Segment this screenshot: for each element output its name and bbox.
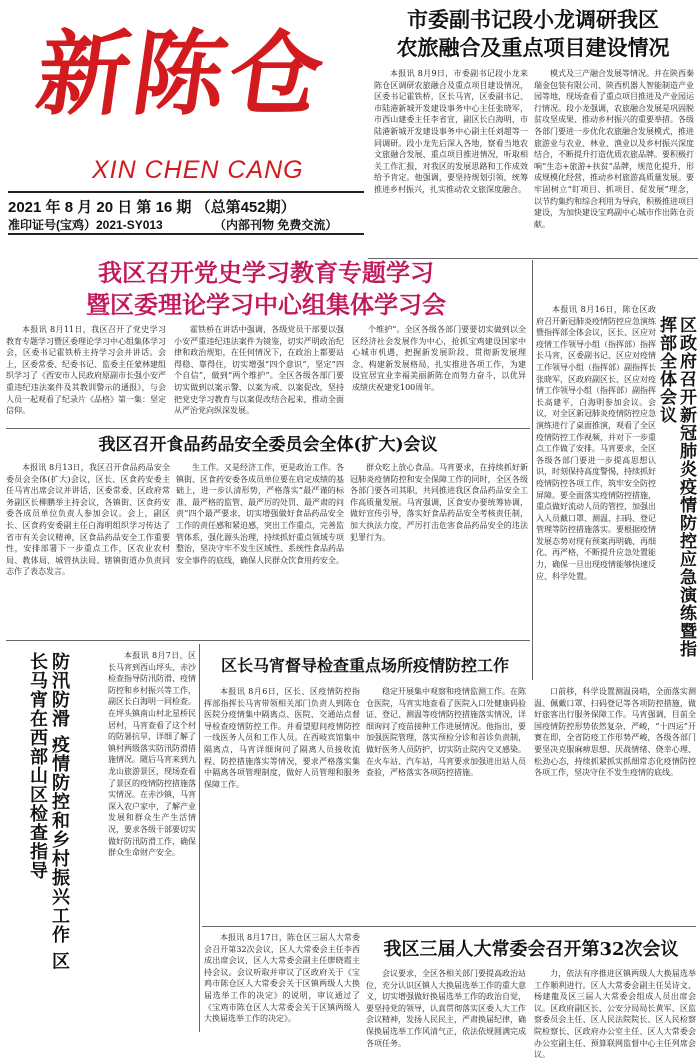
a3-headline: 区政府召开新冠肺炎疫情防控应急演练暨指挥部全体会议 — [656, 316, 696, 658]
a2-paragraph-2: 霍铁桥在讲话中强调，各级党员干部要以强小安严重违纪违法案件为镜鉴，切实严明政治纪律和政治规矩，在任何情况下，在政治上都要站得稳、靠得住，切实增强“四个意识”，坚定“四个自信”，做到“两个维护”。全区各级各部门要切实做到以案示警、以案为戒、以案促改，坚持把党史学习教育与以案促改结合起来，推动全面从严治党向纵深发展。 — [174, 325, 344, 416]
masthead-title: 新陈仓 — [30, 20, 334, 128]
a3-text-col1 — [536, 304, 656, 680]
a5-headline: 防汛防滑 疫情防控和乡村振兴工作 区长马宵在西部山区检查指导 — [27, 652, 70, 971]
a7-paragraph-3: 力，依法有序推进区镇两级人大换届选举工作顺利进行。区人大常委会副主任吴诗文、杨建龍及区三届人大常委会组成人员出席会议。区政府副区长、公安分局局长黄军、区监察委员会主任、区人民法院院长、区人民检察院检察长、区政府办公室主任、区人大常委会办公室副主任、预算联网监督中心主任列席会议。 — [534, 969, 696, 1060]
a4-headline: 我区召开食品药品安全委员会全体(扩大)会议 — [98, 435, 438, 455]
masthead-rule-top — [8, 191, 364, 193]
permit-number: 准印证号(宝鸡）2021-SY013 — [8, 218, 163, 232]
a2-paragraph-3: 个维护”。全区各级各部门要要切实做到以全区经济社会发展作为中心，抢抓宝鸡建设国家中心城市机遇，把握新发展阶段、贯彻新发展理念、构建新发展格局，扎实推进各项工作，为建设宜居宜业幸福美丽新陈仓而努力奋斗，以优异成绩庆祝建党100周年。 — [352, 325, 526, 392]
masthead-rule-bottom — [8, 233, 364, 235]
issue-date: 2021 年 8 月 20 日 第 16 期 （总第452期） — [8, 199, 296, 216]
a7-text-col1 — [204, 932, 360, 1032]
a2-text-col1 — [6, 324, 166, 424]
a3-paragraph-1: 本报讯 8月16日，陈仓区政府召开新冠肺炎疫情防控应急演练暨指挥部全体会议，区长、区应对疫情工作领导小组（指挥部）指挥长马宵，区委副书记、区应对疫情工作领导小组（指挥部）副指挥长张晓军，区政府副区长、区应对疫情工作领导小组（指挥部）副指挥长高建平，白海明参加会议。会议，对全区新冠肺炎疫情防控应急演练进行了桌面推演，观看了全区疫情防控工作视频，并对下一步重点工作做了安排。马宵要求，全区各级各部门要进一步提高思想认识，时刻保持高度警惕，持续抓好疫情防控各项工作，筑牢安全防控屏障。要全面落实疫情防控措施，重点做好流动人员的管控，加强出入人员戴口罩、测温、扫码、登记管理等防控措施落实。要根据疫情发展态势对现有预案再明确、再细化、再严格，不断提升应急处置能力，确保一旦出现疫情能够快速反应、科学处置。 — [536, 305, 656, 581]
a7-paragraph-2: 会议要求，全区各相关部门要提高政治站位，充分认识区镇人大换届选举工作的重大意义，切实增强做好换届选举工作的政治自觉，要坚持党的领导，认真贯彻落实区委人大工作会议精神，发扬人民民主，严肃换届纪律，确保换届选举工作风清气正，依法依规圆满完成各项任务。 — [366, 969, 526, 1048]
a4-paragraph-1: 本报讯 8月13日，我区召开食品药品安全委员会全体(扩大)会议，区长、区食药安委主任马宵出席会议并讲话，区委常委、区政府常务副区长柳鹏举主持会议，各镇街、区食药安委各成员单位负责人参加会议。会上，副区长、区食药安委副主任白海明组织学习传达了省市有关会议精神，区食品药品安全工作重要性，安排部署下一步重点工作，区农业农村局、教体局、城管执法局、辖镇街道办负责同志作了表态发言。 — [6, 463, 170, 577]
a5-text-col1 — [108, 650, 196, 1030]
a7-headline: 我区三届人大常委会召开第32次会议 — [383, 939, 679, 960]
masthead-pinyin: XIN CHEN CANG — [92, 156, 304, 184]
a2-text-col3 — [352, 324, 526, 424]
divider-a5-right — [199, 644, 200, 1032]
a6-paragraph-1: 本报讯 8月6日，区长、区疫情防控指挥部指挥长马宵带领相关部门负责人到陈仓医院分疫情集中隔离点、医院、交通站点督导检查疫情防控工作。并看望慰问疫情防控一线医务人员和工作人员。在西岐宾馆集中隔离点，马宵详细询问了隔离人员接收流程、防控措施落实等情况，要求严格落实集中隔离各项管理制度，做好人员管理和服务保障工作。 — [204, 687, 360, 789]
a4-text-col3 — [350, 462, 528, 630]
a7-paragraph-1: 本报讯 8月17日，陈仓区三届人大常委会召开第32次会议，区人大常委会主任李西成出席会议，区人大常委会副主任廖晓霞主持会议。会议听取并审议了区政府关于《宝鸡市陈仓区人大常委会关于区镇两级人大换届选举工作的决定》的说明，审议通过了《宝鸡市陈仓区人大常委会关于区镇两级人大换届选举工作的决定》。 — [204, 933, 360, 1024]
a6-text-col3 — [534, 686, 696, 922]
a6-text-col2 — [366, 686, 526, 922]
a1-headline-line1: 市委副书记段小龙调研我区 — [407, 7, 659, 32]
a6-text-col1 — [204, 686, 360, 922]
a4-paragraph-3: 群众吃上放心食品。马宵要求，在持续抓好新冠肺炎疫情防控和安全保障工作的同时，全区各级各部门要各司其职，共同推进我区食品药品安全工作高质量发展。马宵强调，区食安办要统筹协调，做好宣传引导，落实好食品药品安全考核责任制，加大执法力度，严厉打击危害食品药品安全的违法犯罪行为。 — [350, 463, 528, 542]
divider-a3-left — [532, 260, 533, 680]
a6-headline: 区长马宵督导检查重点场所疫情防控工作 — [220, 656, 509, 675]
a6-paragraph-2: 稳定开展集中观察和疫情监测工作。在陈仓医院，马宵实地查看了医院入口处健康码验证、登记、测温等疫情防控措施落实情况，详细询问了疫苗接种工作进展情况。他指出，要加强医院管理，落实预检分诊和首诊负责制，做好医务人员防护，切实防止院内交叉感染。在火车站、汽车站，马宵要求加强进出站人员查验，严格落实各项防控措施。 — [366, 687, 526, 778]
a4-text-col2 — [176, 462, 344, 630]
a6-paragraph-3: 口前移，科学设置测温岗哨，全面落实测温、佩戴口罩、扫码登记等各项防控措施，做好旅客出行服务保障工作。马宵强调，目前全国疫情防控形势依然复杂、严峻，“十四运”开赛在即，全省防疫工作形势严峻，各级各部门要坚决克服麻痹思想、厌战情绪、侥幸心理、松劲心态，持续抓紧抓实抓细常态化疫情防控各项工作，坚决守住不发生疫情的底线。 — [534, 687, 696, 778]
divider-a6 — [202, 926, 696, 927]
a4-paragraph-2: 生工作。又是经济工作，更是政治工作。各镇街、区食药安委各成员单位要在肩定成绩的基础上，进一步认清形势，严格落实“最严谨的标准、最严格的监管、最严厉的处罚、最严肃的问责”四个最严要求，切实增强做好食品药品安全工作的责任感和紧迫感，突出工作重点，完善监管体系，强化源头治理，持续抓好重点领域专项整治，坚决守牢不发生区域性、系统性食品药品安全事件的底线，确保人民群众饮食用药安全。 — [176, 463, 344, 565]
a1-paragraph-2: 模式及三产融合发展等情况。并在陕西秦瑞金包装有限公司、陕西机器人智能制造产业园等地，现场查看了重点项目推进及产业园运行情况。段小龙强调，农旅融合发展是巩固脱贫攻坚成果、推动乡村振兴的重要举措。各级各部门要进一步优化农旅融合发展模式，推进旅游业与农业、林业、渔业以及乡村振兴深度结合，不断提升打造优质农旅品牌。要积极打响“生态+旅游+扶贫”品牌，规范化提升，形成规模化经营，推动乡村旅游高质量发展。要牢固树立“盯项目、抓项目、促发展”理念，以节约集约和综合利用为导向，积极推进项目建设，为加快建设宝鸡副中心城市作出陈仓贡献。 — [534, 69, 694, 229]
divider-a4 — [6, 640, 530, 641]
a2-headline-line2: 暨区委理论学习中心组集体学习会 — [86, 290, 446, 319]
a7-text-col2 — [366, 968, 526, 1048]
a4-text-col1 — [6, 462, 170, 630]
a7-text-col3 — [534, 968, 696, 1060]
a1-paragraph-1: 本报讯 8月9日，市委副书记段小龙来陈仓区调研农旅融合及重点项目建设情况，区委书记霍铁桥，区长马宵，区委副书记、市陆港新城开发建设事务中心主任张晓军，市西山建委主任李省宣，副区长白海明，市陆港新城开发建设事务中心副主任刘超等一同调研。段小龙先后深入各地，察看当地农文旅融合发展、重点项目推进情况，听取相关工作汇报，对我区的发展思路和工作成效给予肯定。他强调，要坚持规划引领，统筹推进乡村振兴，扎实推动农文旅深度融合。 — [374, 69, 528, 194]
a5-paragraph-1: 本报讯 8月7日，区长马宵到西山坪头、赤沙检查指导防汛防滑、疫情防控和乡村振兴等工作，副区长白海明一同检查。在坪头镇南山村北星桥民居村，马宵查看了这个村的防暑抗旱，详细了解了镇村两级落实防汛防滑措施情况。随后马宵来到九龙山旅游景区，现场查看了景区的疫情防控措施落实情况。在赤沙镇，马宵深入农户家中，了解产业发展和群众生产生活情况，要求各级干部要切实做好防汛防滑工作，确保群众生命财产安全。 — [108, 651, 196, 858]
divider-a2 — [6, 428, 530, 429]
a2-text-col2 — [174, 324, 344, 424]
a2-paragraph-1: 本报讯 8月11日，我区召开了党史学习教育专题学习暨区委理论学习中心组集体学习会，区委书记霍铁桥主持学习会并讲话。会上，区委常委、纪委书记、监委主任蒙林建组织学习了《西安市人民政府原副市长强小安严重违纪违法案件及其教训警示的通报》，与会人员一起观看了纪录片《品格》第一集：坚定信仰。 — [6, 325, 166, 416]
a1-text-col2 — [534, 68, 694, 254]
a2-headline-line1: 我区召开党史学习教育专题学习 — [98, 258, 434, 287]
a1-headline-line2: 农旅融合及重点项目建设情况 — [396, 35, 670, 60]
a1-text-col1 — [374, 68, 528, 254]
free-note: （内部刊物 免费交流） — [214, 218, 338, 232]
